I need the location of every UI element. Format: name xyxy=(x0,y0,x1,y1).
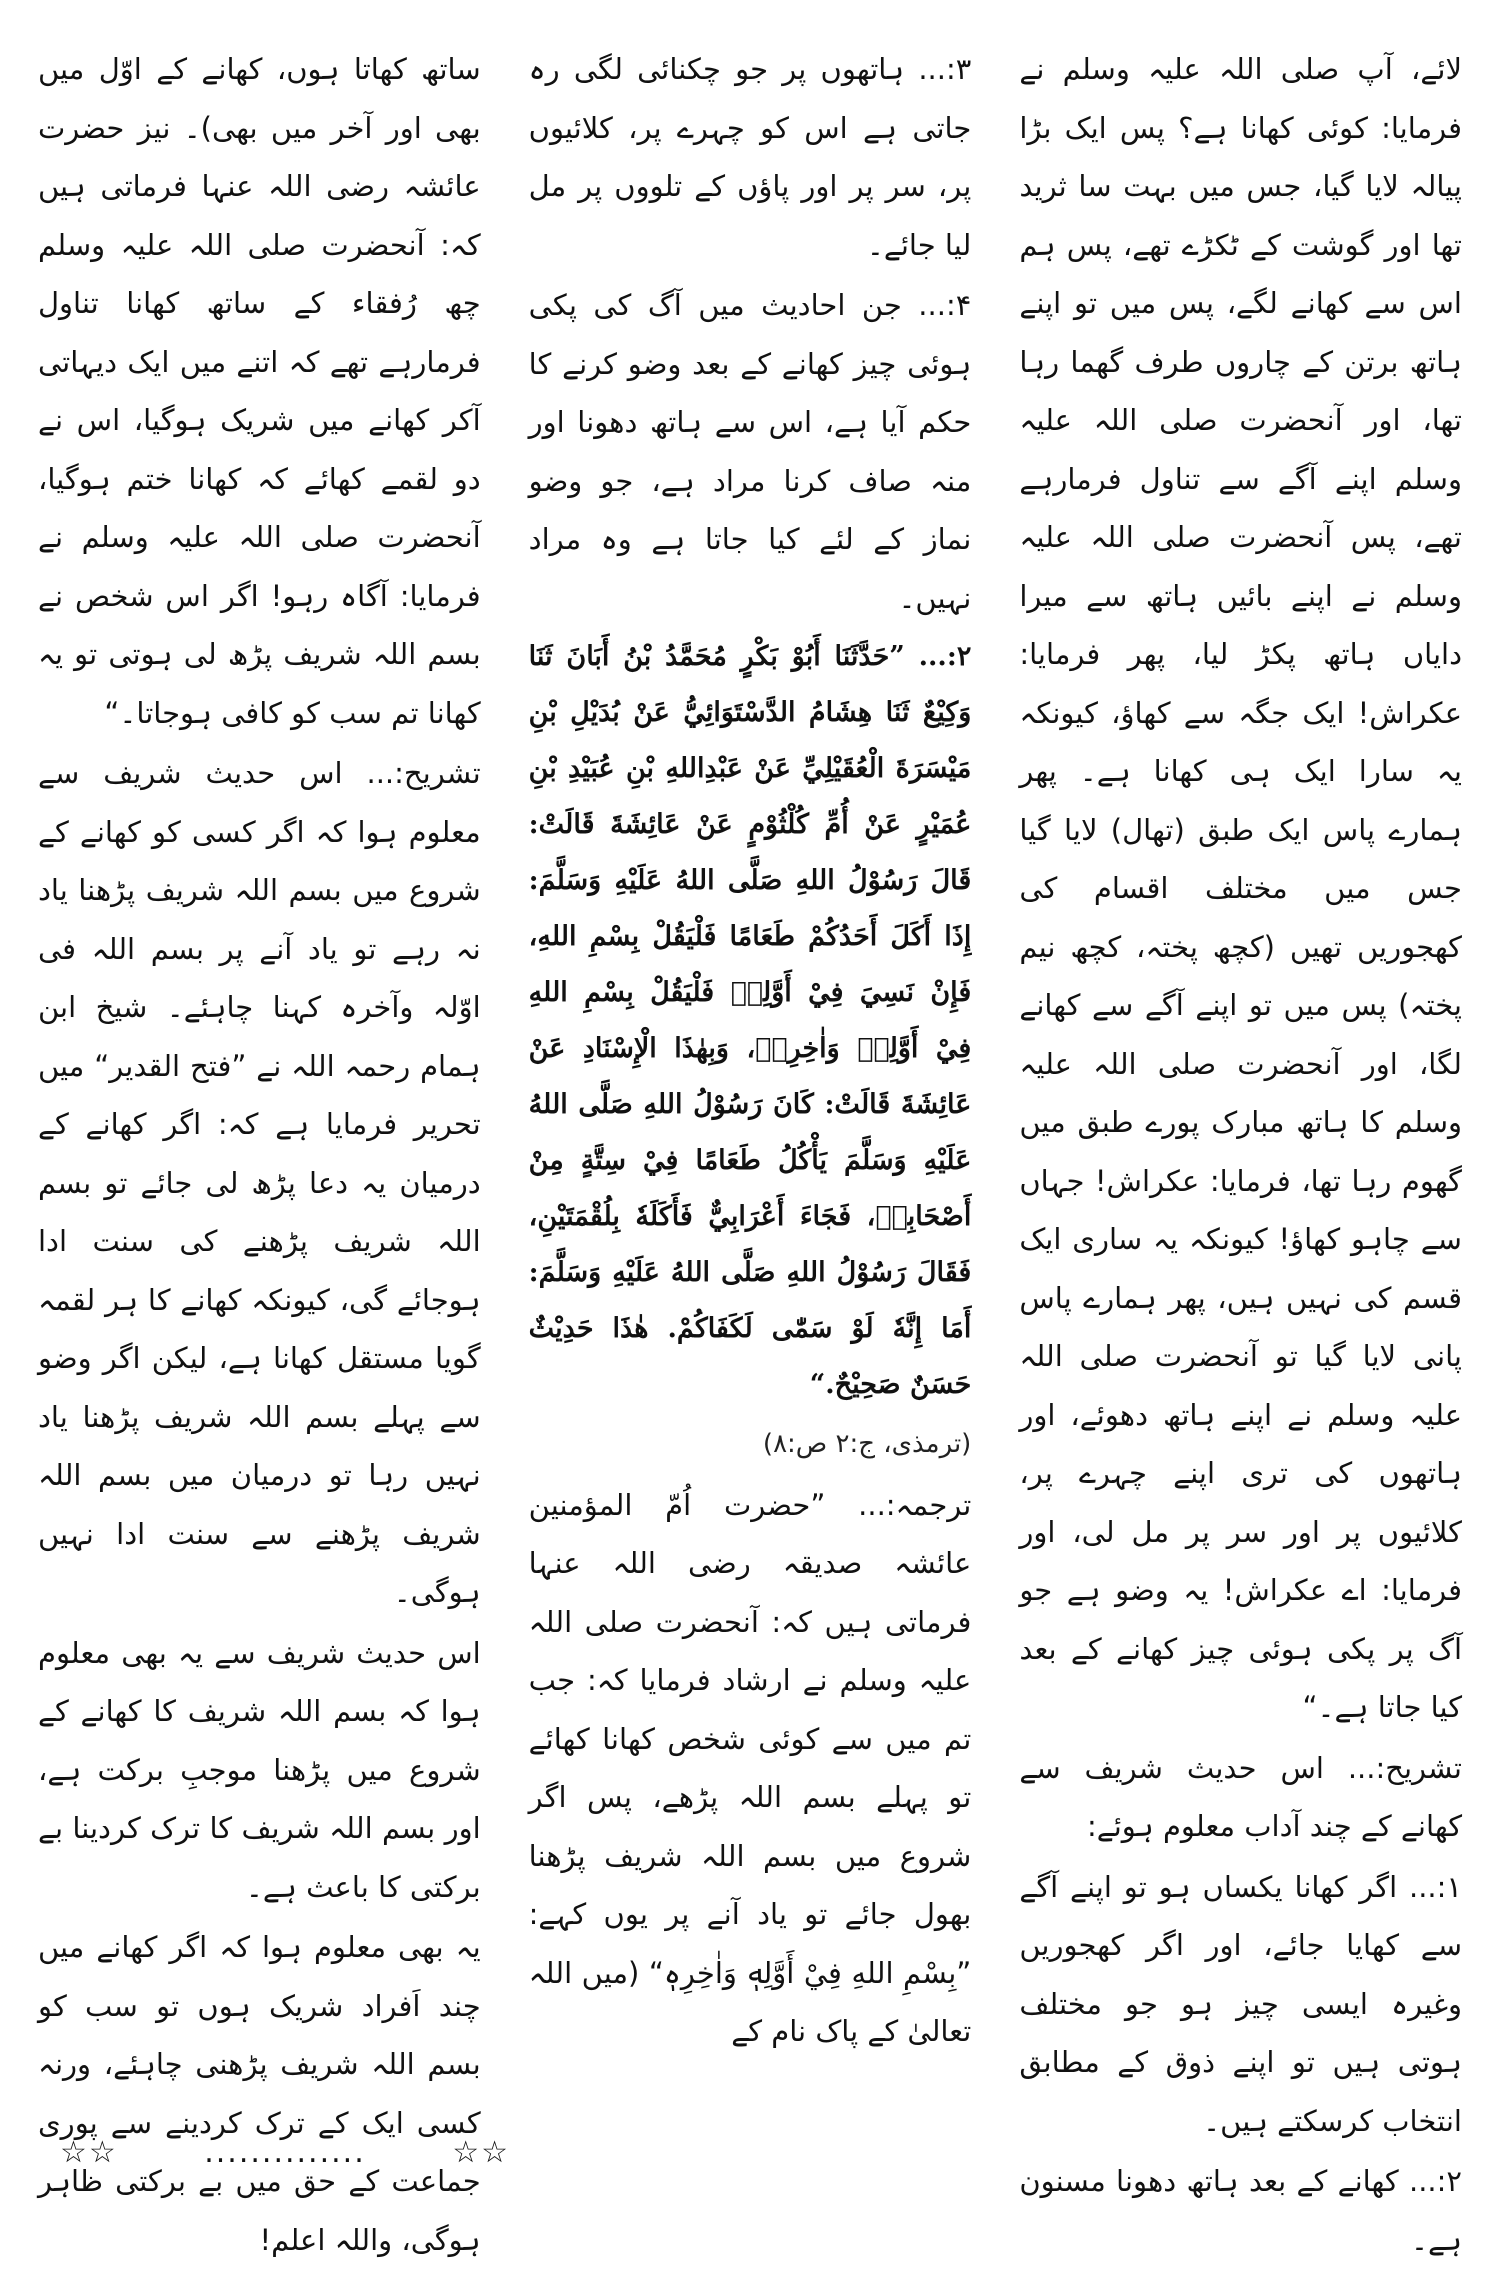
paragraph: اس حدیث شریف سے یہ بھی معلوم ہوا کہ بسم اللہ شریف کا کھانے کے شروع میں پڑھنا موجبِ برکت ہے، اور بسم اللہ شریف کا ترک کردینا بے برکتی کا باعث ہے۔ xyxy=(37,1635,481,1904)
paragraph: ساتھ کھاتا ہوں، کھانے کے اوّل میں بھی اور آخر میں بھی)۔ نیز حضرت عائشہ رضی اللہ عنہا فرماتی ہیں کہ: آنحضرت صلی اللہ علیہ وسلم چھ رُفقاء کے ساتھ کھانا تناول فرمارہے تھے کہ اتنے میں ایک دیہاتی آکر کھانے میں شریک ہوگیا، اس نے دو لقمے کھائے کہ کھانا ختم ہوگیا، آنحضرت صلی اللہ علیہ وسلم نے فرمایا: آگاہ رہو! اگر اس شخص نے بسم اللہ شریف پڑھ لی ہوتی تو یہ کھانا تم سب کو کافی ہوجاتا۔“ xyxy=(37,52,481,730)
paragraph: ۱:... اگر کھانا یکساں ہو تو اپنے آگے سے کھایا جائے، اور اگر کھجوریں وغیرہ ایسی چیز ہو جو مختلف ہوتی ہیں تو اپنے ذوق کے مطابق انتخاب کرسکتے ہیں۔ xyxy=(1019,1869,1462,2138)
column-right xyxy=(1019,40,1462,2257)
paragraph: ۴:... جن احادیث میں آگ کی پکی ہوئی چیز کھانے کے بعد وضو کرنے کا حکم آیا ہے، اس سے ہاتھ دھونا اور منہ صاف کرنا مراد ہے، جو وضو نماز کے لئے کیا جاتا ہے وہ مراد نہیں۔ xyxy=(528,288,972,615)
footer-ornament xyxy=(60,2135,510,2170)
arabic-hadith: ۲:... ”حَدَّثَنَا أَبُوْ بَكْرٍ مُحَمَّدُ بْنُ أَبَانَ ثَنَا وَكِيْعٌ ثَنَا هِشَامُ الدَّسْتَوَائِيُّ عَنْ بُدَيْلِ بْنِ مَيْسَرَةَ الْعُقَيْلِيِّ عَنْ عَبْدِاللهِ بْنِ عُبَيْدِ بْنِ عُمَيْرٍ عَنْ أُمِّ كُلْثُوْمٍ عَنْ عَائِشَةَ قَالَتْ: قَالَ رَسُوْلُ اللهِ صَلَّى اللهُ عَلَيْهِ وَسَلَّمَ: إِذَا أَكَلَ أَحَدُكُمْ طَعَامًا فَلْيَقُلْ بِسْمِ اللهِ، فَإِنْ نَسِيَ فِيْ أَوَّلِهٖ فَلْيَقُلْ بِسْمِ اللهِ فِيْ أَوَّلِهٖ وَاٰخِرِهٖ، وَبِهٰذَا الْإِسْنَادِ عَنْ عَائِشَةَ قَالَتْ: كَانَ رَسُوْلُ اللهِ صَلَّى اللهُ عَلَيْهِ وَسَلَّمَ يَأْكُلُ طَعَامًا فِيْ سِتَّةٍ مِنْ أَصْحَابِهٖ، فَجَاءَ أَعْرَابِيٌّ فَأَكَلَهٗ بِلُقْمَتَيْنِ، فَقَالَ رَسُوْلُ اللهِ صَلَّى اللهُ عَلَيْهِ وَسَلَّمَ: أَمَا إِنَّهٗ لَوْ سَمّٰى لَكَفَاكُمْ. هٰذَا حَدِيْثٌ حَسَنٌ صَحِيْحٌ.“ xyxy=(528,641,972,1400)
column-middle xyxy=(529,40,972,2130)
paragraph: یہ بھی معلوم ہوا کہ اگر کھانے میں چند اَفراد شریک ہوں تو سب کو بسم اللہ شریف پڑھنی چاہئے، ورنہ کسی ایک کے ترک کردینے سے پوری جماعت کے حق میں بے برکتی ظاہر ہوگی، واللہ اعلم! xyxy=(37,1930,481,2257)
star-icon-group-left: ☆☆ xyxy=(60,2135,118,2170)
sharh-paragraph: تشریح:... اس حدیث شریف سے معلوم ہوا کہ اگر کسی کو کھانے کے شروع میں بسم اللہ شریف پڑھنا یاد نہ رہے تو یاد آنے پر بسم اللہ فی اوّلہ وآخرہ کہنا چاہئے۔ شیخ ابن ہمام رحمہ اللہ نے ”فتح القدیر“ میں تحریر فرمایا ہے کہ: اگر کھانے کے درمیان یہ دعا پڑھ لی جائے تو بسم اللہ شریف پڑھنے کی سنت ادا ہوجائے گی، کیونکہ کھانے کا ہر لقمہ گویا مستقل کھانا ہے، لیکن اگر وضو سے پہلے بسم اللہ شریف پڑھنا یاد نہیں رہا تو درمیان میں بسم اللہ شریف پڑھنے سے سنت ادا نہیں ہوگی۔ xyxy=(37,756,481,1609)
text-columns xyxy=(37,40,1462,2257)
translation-paragraph: ترجمہ:... ”حضرت اُمّ المؤمنین عائشہ صدیقہ رضی اللہ عنہا فرماتی ہیں کہ: آنحضرت صلی اللہ علیہ وسلم نے ارشاد فرمایا کہ: جب تم میں سے کوئی شخص کھانا کھائے تو پہلے بسم اللہ پڑھے، پس اگر شروع میں بسم اللہ شریف پڑھنا بھول جائے تو یاد آنے پر یوں کہے: ”بِسْمِ اللهِ فِيْ أَوَّلِهٖ وَاٰخِرِهٖ“ (میں اللہ تعالیٰ کے پاک نام کے xyxy=(528,1487,972,2048)
star-icon-group-right: ☆☆ xyxy=(452,2135,510,2170)
dotted-separator: .............. xyxy=(204,2135,366,2170)
paragraph: ۲:... کھانے کے بعد ہاتھ دھونا مسنون ہے۔ xyxy=(1019,2164,1462,2257)
reference: (ترمذی، ج:۲ ص:۸) xyxy=(762,1429,972,1459)
paragraph: ۳:... ہاتھوں پر جو چکنائی لگی رہ جاتی ہے اس کو چہرے پر، کلائیوں پر، سر پر اور پاؤں کے تلووں پر مل لیا جائے۔ xyxy=(528,52,972,262)
sharh-heading-paragraph: تشریح:... اس حدیث شریف سے کھانے کے چند آداب معلوم ہوئے: xyxy=(1019,1750,1462,1843)
column-left xyxy=(37,40,481,2257)
paragraph: لائے، آپ صلی اللہ علیہ وسلم نے فرمایا: کوئی کھانا ہے؟ پس ایک بڑا پیالہ لایا گیا، جس میں بہت سا ثرید تھا اور گوشت کے ٹکڑے تھے، پس ہم اس سے کھانے لگے، پس میں تو اپنے ہاتھ برتن کے چاروں طرف گھما رہا تھا، اور آنحضرت صلی اللہ علیہ وسلم اپنے آگے سے تناول فرمارہے تھے، پس آنحضرت صلی اللہ علیہ وسلم نے اپنے بائیں ہاتھ سے میرا دایاں ہاتھ پکڑ لیا، پھر فرمایا: عکراش! ایک جگہ سے کھاؤ، کیونکہ یہ سارا ایک ہی کھانا ہے۔ پھر ہمارے پاس ایک طبق (تھال) لایا گیا جس میں مختلف اقسام کی کھجوریں تھیں (کچھ پختہ، کچھ نیم پختہ) پس میں تو اپنے آگے سے کھانے لگا، اور آنحضرت صلی اللہ علیہ وسلم کا ہاتھ مبارک پورے طبق میں گھوم رہا تھا، فرمایا: عکراش! جہاں سے چاہو کھاؤ! کیونکہ یہ ساری ایک قسم کی نہیں ہیں، پھر ہمارے پاس پانی لایا گیا تو آنحضرت صلی اللہ علیہ وسلم نے اپنے ہاتھ دھوئے، اور ہاتھوں کی تری اپنے چہرے پر، کلائیوں پر اور سر پر مل لی، اور فرمایا: اے عکراش! یہ وضو ہے جو آگ پر پکی ہوئی چیز کھانے کے بعد کیا جاتا ہے۔“ xyxy=(1019,52,1462,1724)
